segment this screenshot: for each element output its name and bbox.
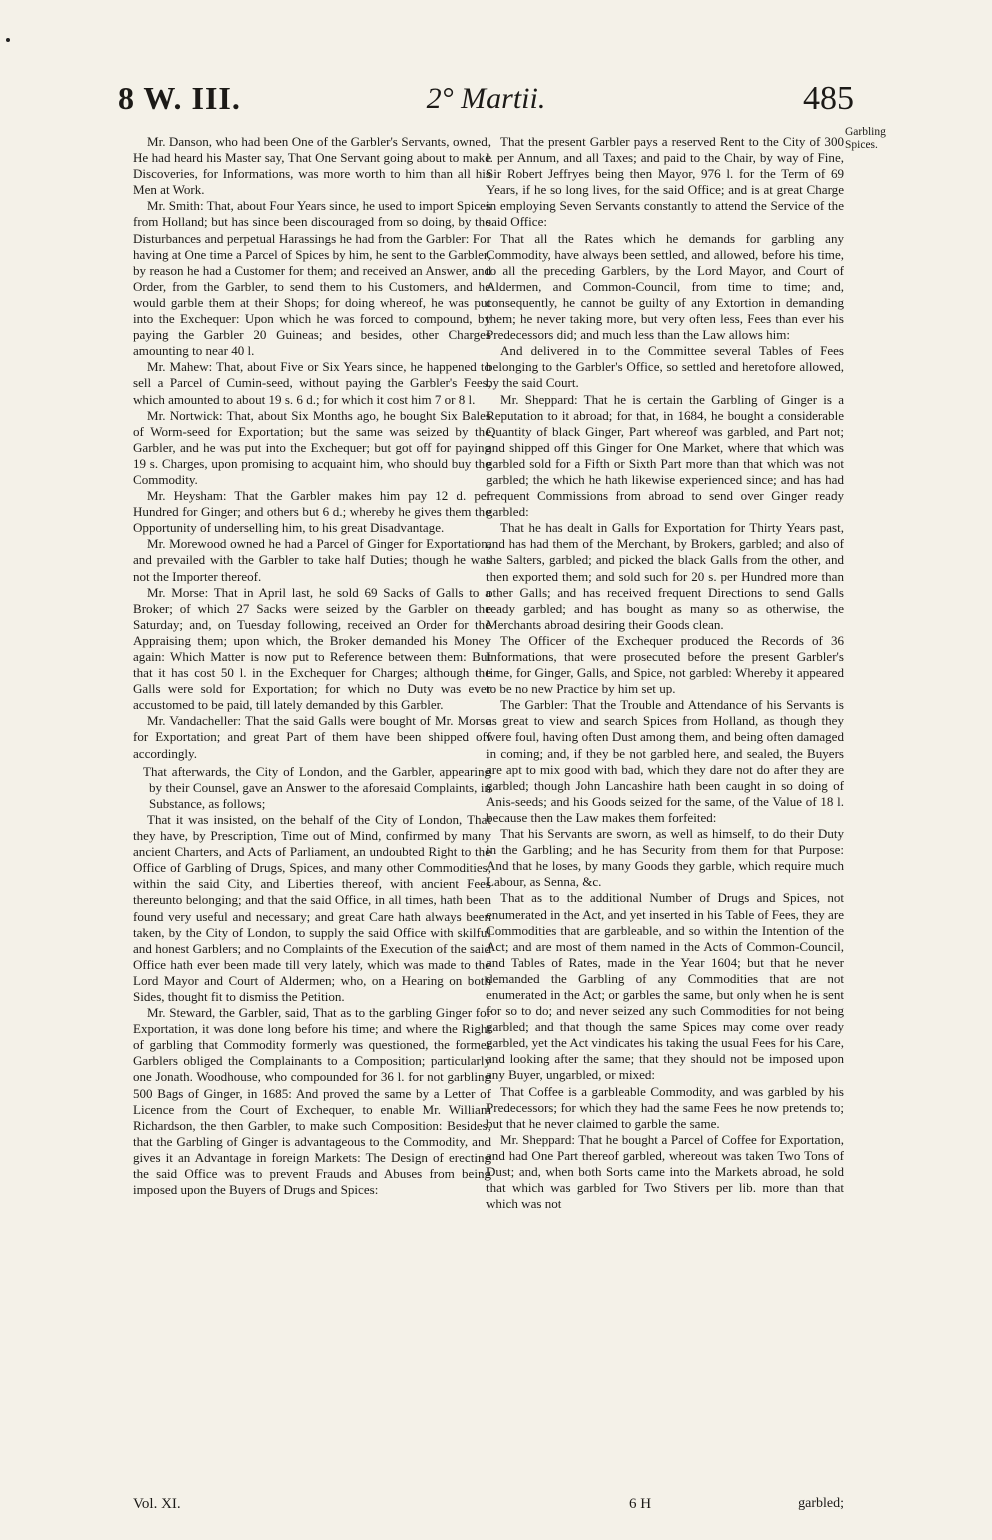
- paragraph: Mr. Sheppard: That he bought a Parcel of Coffee for Exportation, and had One Part thereof garbled, whereout was taken Two Tons of Dust; and, when both Sorts came into the Markets abroad, he sold that which was garbled for Two Stivers per lib. more than that which was not: [486, 1131, 844, 1212]
- paragraph: Mr. Smith: That, about Four Years since, he used to import Spices from Holland; but has since been discouraged from so doing, by the Disturbances and perpetual Harassings he had from the Garbler: For having at One time a Parcel of Spices by him, he sent to the Garbler, by reason he had a Customer for them; and received an Answer, and Order, from the Garbler, to send them to his Customers, and he would garble them at their Shops; for doing whereof, he was put into the Exchequer: Upon which he was forced to compound, by paying the Garbler 20 Guineas; and besides, other Charges amounting to near 40 l.: [133, 198, 491, 359]
- page-number: 485: [803, 80, 854, 117]
- margin-note: Garbling Spices.: [845, 126, 886, 151]
- running-header: [118, 80, 854, 128]
- paragraph: That he has dealt in Galls for Exportation for Thirty Years past, and has had them of the Merchant, by Brokers, garbled; and also of the Salters, garbled; and picked the black Galls from the other, and then exported them; and sold such for 20 s. per Hundred more than other Galls; and has received frequent Directions to send Galls ready garbled; and has bought as many so as otherwise, the Merchants abroad desiring their Goods clean.: [486, 520, 844, 632]
- catchword: garbled;: [798, 1496, 844, 1511]
- paragraph: The Garbler: That the Trouble and Attendance of his Servants is as great to view and search Spices from Holland, as though they were foul, having often Dust among them, and being often damaged in coming; and, if they be not garbled here, and sealed, the Buyers are apt to mix good with bad, which they dare not do after they are garbled; though John Lancashire hath been caught in so doing of Anis-seeds; and his Goods seized for the same, of the Value of 18 l. because then the Law makes them forfeited:: [486, 697, 844, 825]
- paragraph: Mr. Morewood owned he had a Parcel of Ginger for Exportation, and prevailed with the Garbler to take half Duties; though he was not the Importer thereof.: [133, 536, 491, 584]
- paragraph: Mr. Heysham: That the Garbler makes him pay 12 d. per Hundred for Ginger; and others but 6 d.; whereby he gives them the Opportunity of underselling him, to his great Disadvantage.: [133, 488, 491, 536]
- paragraph: That his Servants are sworn, as well as himself, to do their Duty in the Garbling; and he has Security from them for that Purpose: And that he loses, by many Goods they garble, which require much Labour, as Senna, &c.: [486, 826, 844, 890]
- page-footer: [133, 1496, 844, 1520]
- paragraph: Mr. Sheppard: That he is certain the Garbling of Ginger is a Reputation to it abroad; for that, in 1684, he bought a considerable Quantity of black Ginger, Part whereof was garbled, and Part not; and shipped off this Ginger for One Market, where that which was garbled sold for a Fifth or Sixth Part more than that which was not garbled; the which he hath likewise experienced since; and has had frequent Commissions from abroad to send over Ginger ready garbled:: [486, 391, 844, 520]
- paragraph: Mr. Nortwick: That, about Six Months ago, he bought Six Bales of Worm-seed for Exportation; but the same was seized by the Garbler, and he was put into the Exchequer; but got off for paying 19 s. Charges, upon promising to acquaint him, who should buy the Commodity.: [133, 407, 491, 487]
- paragraph: Mr. Vandacheller: That the said Galls were bought of Mr. Morse for Exportation; and great Part of them have been shipped off accordingly.: [133, 713, 491, 761]
- paragraph: That Coffee is a garbleable Commodity, and was garbled by his Predecessors; for which they had the same Fees he now pretends to; but that he never claimed to garble the same.: [486, 1083, 844, 1131]
- paragraph: The Officer of the Exchequer produced the Records of 36 Informations, that were prosecuted before the present Garbler's time, for Ginger, Galls, and Spice, not garbled: Whereby it appeared to be no new Practice by him set up.: [486, 632, 844, 697]
- paragraph: That afterwards, the City of London, and the Garbler, appearing by their Counsel, gave an Answer to the aforesaid Complaints, in Substance, as follows;: [143, 763, 491, 811]
- paragraph: That the present Garbler pays a reserved Rent to the City of 300 l. per Annum, and all Taxes; and paid to the Chair, by way of Fine, Sir Robert Jeffryes being then Mayor, 976 l. for the Term of 69 Years, if he so long lives, for the said Office; and is at great Charge in employing Seven Servants constantly to attend the Service of the said Office:: [486, 134, 844, 230]
- paragraph: Mr. Mahew: That, about Five or Six Years since, he happened to sell a Parcel of Cumin-seed, without paying the Garbler's Fees, which amounted to about 19 s. 6 d.; for which it cost him 7 or 8 l.: [133, 359, 491, 407]
- paragraph: And delivered in to the Committee several Tables of Fees belonging to the Garbler's Office, so settled and heretofore allowed, by the said Court.: [486, 343, 844, 391]
- left-column: [133, 134, 491, 1198]
- regnal-year: 8 W. III.: [118, 80, 241, 116]
- paragraph: That all the Rates which he demands for garbling any Commodity, have always been settled, and allowed, before his time, to all the preceding Garblers, by the Lord Mayor, and Court of Aldermen, and Common-Council, from time to time; and, consequently, he cannot be guilty of any Extortion in demanding them; he never taking more, but very often less, Fees than ever his Predecessors did; and much less than the Law allows him:: [486, 230, 844, 343]
- volume-label: Vol. XI.: [133, 1496, 181, 1512]
- paragraph: Mr. Danson, who had been One of the Garbler's Servants, owned, He had heard his Master say, That One Servant going about to make Discoveries, for Informations, was more worth to him than all his Men at Work.: [133, 134, 491, 198]
- paragraph: Mr. Morse: That in April last, he sold 69 Sacks of Galls to a Broker; of which 27 Sacks were seized by the Garbler on the Saturday; and, on Tuesday following, received an Order for the Appraising them; upon which, the Broker demanded his Money again: Which Matter is now put to Reference between them: But that it has cost 50 l. in the Exchequer for Charges; although the Galls were sold for Exportation; for which no Duty was ever accustomed to be paid, till lately demanded by this Garbler.: [133, 584, 491, 713]
- paragraph: That as to the additional Number of Drugs and Spices, not enumerated in the Act, and yet inserted in his Table of Fees, they are Commodities that are garbleable, and so within the Intention of the Act; and are most of them named in the Acts of Common-Council, and Tables of Rates, made in the Year 1604; but that he never demanded the Garbling of any Commodities that are not enumerated in the Act; or garbles the same, but only when he is sent for so to do; and never seized any such Commodities for not being garbled; and that though the same Spices may come over ready garbled, yet the Act vindicates his taking the usual Fees for his Care, and looking after the same; that they should not be imposed upon any Buyer, ungarbled, or mixed:: [486, 890, 844, 1083]
- paragraph: Mr. Steward, the Garbler, said, That as to the garbling Ginger for Exportation, it was done long before his time; and where the Right of garbling that Commodity formerly was questioned, the former Garblers obliged the Complainants to a Composition; particularly one Jonath. Woodhouse, who compounded for 36 l. for not garbling 500 Bags of Ginger, in 1685: And proved the same by a Letter of Licence from the Court of Exchequer, to enable Mr. William Richardson, the then Garbler, to make such Composition: Besides, that the Garbling of Ginger is advantageous to the Commodity, and gives it an Advantage in foreign Markets: The Design of erecting the said Office was to prevent Frauds and Abuses from being imposed upon the Buyers of Drugs and Spices:: [133, 1005, 491, 1198]
- signature-mark: 6 H: [629, 1496, 652, 1512]
- right-column: [486, 134, 844, 1212]
- ink-speck: [6, 38, 10, 42]
- paragraph: That it was insisted, on the behalf of the City of London, That they have, by Prescription, Time out of Mind, confirmed by many ancient Charters, and Acts of Parliament, an undoubted Right to the Office of Garbling of Drugs, Spices, and many other Commodities, within the said City, and Liberties thereof, with ancient Fees thereunto belonging; and that the said Office, in all times, hath been found very useful and necessary; and great Care hath always been taken, by the City of London, to supply the said Office with skilful and honest Garblers; and no Complaints of the Execution of the said Office hath ever been made till very lately, which was made to the Lord Mayor and Court of Aldermen; who, on a Hearing on both Sides, thought fit to dismiss the Petition.: [133, 811, 491, 1004]
- session-date: 2° Martii.: [426, 82, 546, 115]
